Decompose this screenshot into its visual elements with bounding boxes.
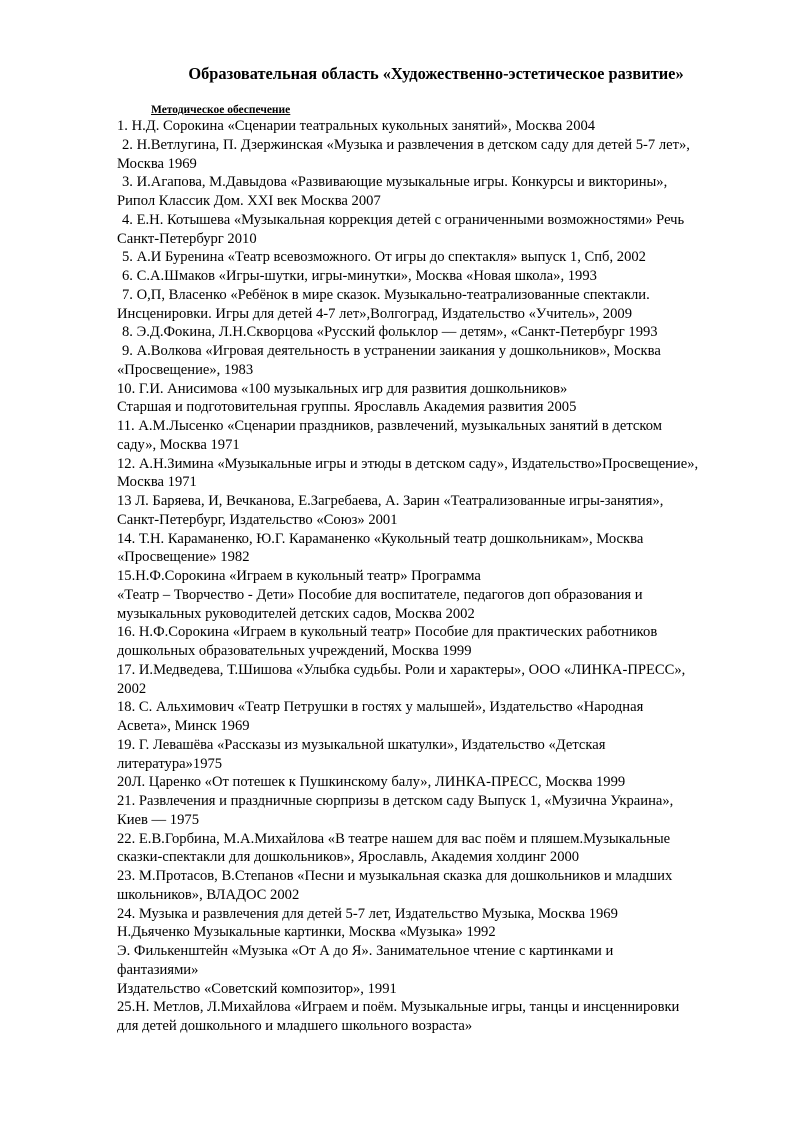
bibliography-line: 24. Музыка и развлечения для детей 5-7 лет, Издательство Музыка, Москва 1969 xyxy=(117,905,618,922)
bibliography-line: 17. И.Медведева, Т.Шишова «Улыбка судьбы. Роли и характеры», ООО «ЛИНКА-ПРЕСС», xyxy=(117,661,686,678)
bibliography-line: 25.Н. Метлов, Л.Михайлова «Играем и поём. Музыкальные игры, танцы и инсценнировки xyxy=(117,999,680,1016)
bibliography-line: 1. Н.Д. Сорокина «Сценарии театральных кукольных занятий», Москва 2004 xyxy=(117,118,596,134)
bibliography-line: 19. Г. Левашёва «Рассказы из музыкальной шкатулки», Издательство «Детская xyxy=(117,736,606,753)
bibliography-line: 11. А.М.Лысенко «Сценарии праздников, развлечений, музыкальных занятий в детском xyxy=(117,418,662,434)
bibliography-line: 4. Е.Н. Котышева «Музыкальная коррекция детей с ограниченными возможностями» Речь xyxy=(122,211,685,228)
bibliography-line: «Театр – Творчество - Дети» Пособие для воспитателе, педагогов доп образования и xyxy=(117,586,643,603)
bibliography-line: 14. Т.Н. Караманенко, Ю.Г. Караманенко «Кукольный театр дошкольникам», Москва xyxy=(117,530,644,547)
bibliography-line: 23. М.Протасов, В.Степанов «Песни и музыкальная сказка для дошкольников и младших xyxy=(117,868,673,884)
bibliography-line: дошкольных образовательных учреждений, Москва 1999 xyxy=(117,643,472,659)
bibliography-line: фантазиями» xyxy=(117,961,199,978)
bibliography-line: 21. Развлечения и праздничные сюрпризы в детском саду Выпуск 1, «Музична Украина», xyxy=(117,793,674,809)
bibliography-line: 18. С. Альхимович «Театр Петрушки в гостях у малышей», Издательство «Народная xyxy=(117,699,644,716)
bibliography-line: 15.Н.Ф.Сорокина «Играем в кукольный театр» Программа xyxy=(117,568,481,584)
bibliography-line: Москва 1969 xyxy=(117,155,197,172)
bibliography-line: Санкт-Петербург, Издательство «Союз» 2001 xyxy=(117,511,398,528)
bibliography-line: 8. Э.Д.Фокина, Л.Н.Скворцова «Русский фольклор — детям», «Санкт-Петербург 1993 xyxy=(122,324,658,341)
bibliography-line: Старшая и подготовительная группы. Ярославль Академия развития 2005 xyxy=(117,399,577,416)
bibliography-line: Москва 1971 xyxy=(117,474,197,491)
bibliography-line: 10. Г.И. Анисимова «100 музыкальных игр для развития дошкольников» xyxy=(117,380,568,397)
bibliography-line: саду», Москва 1971 xyxy=(117,436,240,453)
bibliography-line: Асвета», Минск 1969 xyxy=(117,718,250,734)
bibliography-line: 2002 xyxy=(117,680,147,697)
bibliography-line: Э. Филькенштейн «Музыка «От А до Я». Занимательное чтение с картинками и xyxy=(117,943,614,959)
bibliography-line: Киев — 1975 xyxy=(117,811,199,828)
bibliography-line: 9. А.Волкова «Игровая деятельность в устранении заикания у дошкольников», Москва xyxy=(122,343,661,359)
bibliography-line: 7. О,П, Власенко «Ребёнок в мире сказок. Музыкально-театрализованные спектакли. xyxy=(122,286,650,303)
bibliography-line: Н.Дьяченко Музыкальные картинки, Москва «Музыка» 1992 xyxy=(117,924,496,941)
document-title: Образовательная область «Художественно-эстетическое развитие» xyxy=(188,64,684,83)
bibliography-line: 12. А.Н.Зимина «Музыкальные игры и этюды в детском саду», Издательство»Просвещение», xyxy=(117,455,699,472)
section-heading: Методическое обеспечение xyxy=(151,104,291,116)
bibliography-line: школьников», ВЛАДОС 2002 xyxy=(117,886,300,903)
bibliography-line: литература»1975 xyxy=(117,755,223,772)
bibliography-line: Издательство «Советский композитор», 1991 xyxy=(117,980,397,997)
bibliography-line: 16. Н.Ф.Сорокина «Играем в кукольный театр» Пособие для практических работников xyxy=(117,624,658,641)
bibliography-line: 13 Л. Баряева, И, Вечканова, Е.Загребаева, А. Зарин «Театрализованные игры-занятия», xyxy=(117,493,664,509)
bibliography-line: 2. Н.Ветлугина, П. Дзержинская «Музыка и развлечения в детском саду для детей 5-7 лет», xyxy=(122,136,690,153)
bibliography-line: 3. И.Агапова, М.Давыдова «Развивающие музыкальные игры. Конкурсы и викторины», xyxy=(122,174,668,191)
bibliography-line: 20Л. Царенко «От потешек к Пушкинскому балу», ЛИНКА-ПРЕСС, Москва 1999 xyxy=(117,774,626,791)
bibliography-line: Рипол Классик Дом. XXI век Москва 2007 xyxy=(117,193,381,209)
bibliography-line: музыкальных руководителей детских садов, Москва 2002 xyxy=(117,605,475,622)
bibliography-line: для детей дошкольного и младшего школьного возраста» xyxy=(117,1018,473,1034)
bibliography-line: Инсценировки. Игры для детей 4-7 лет»,Волгоград, Издательство «Учитель», 2009 xyxy=(117,305,632,322)
bibliography-line: 6. С.А.Шмаков «Игры-шутки, игры-минутки», Москва «Новая школа», 1993 xyxy=(122,268,597,284)
bibliography-line: 22. Е.В.Горбина, М.А.Михайлова «В театре нашем для вас поём и пляшем.Музыкальные xyxy=(117,830,671,847)
bibliography-line: Санкт-Петербург 2010 xyxy=(117,230,257,247)
bibliography-line: «Просвещение» 1982 xyxy=(117,549,250,566)
bibliography-list xyxy=(117,117,777,1036)
bibliography-line: «Просвещение», 1983 xyxy=(117,361,254,378)
bibliography-line: 5. А.И Буренина «Театр всевозможного. От игры до спектакля» выпуск 1, Спб, 2002 xyxy=(122,249,646,266)
bibliography-line: сказки-спектакли для дошкольников», Ярославль, Академия холдинг 2000 xyxy=(117,849,580,866)
